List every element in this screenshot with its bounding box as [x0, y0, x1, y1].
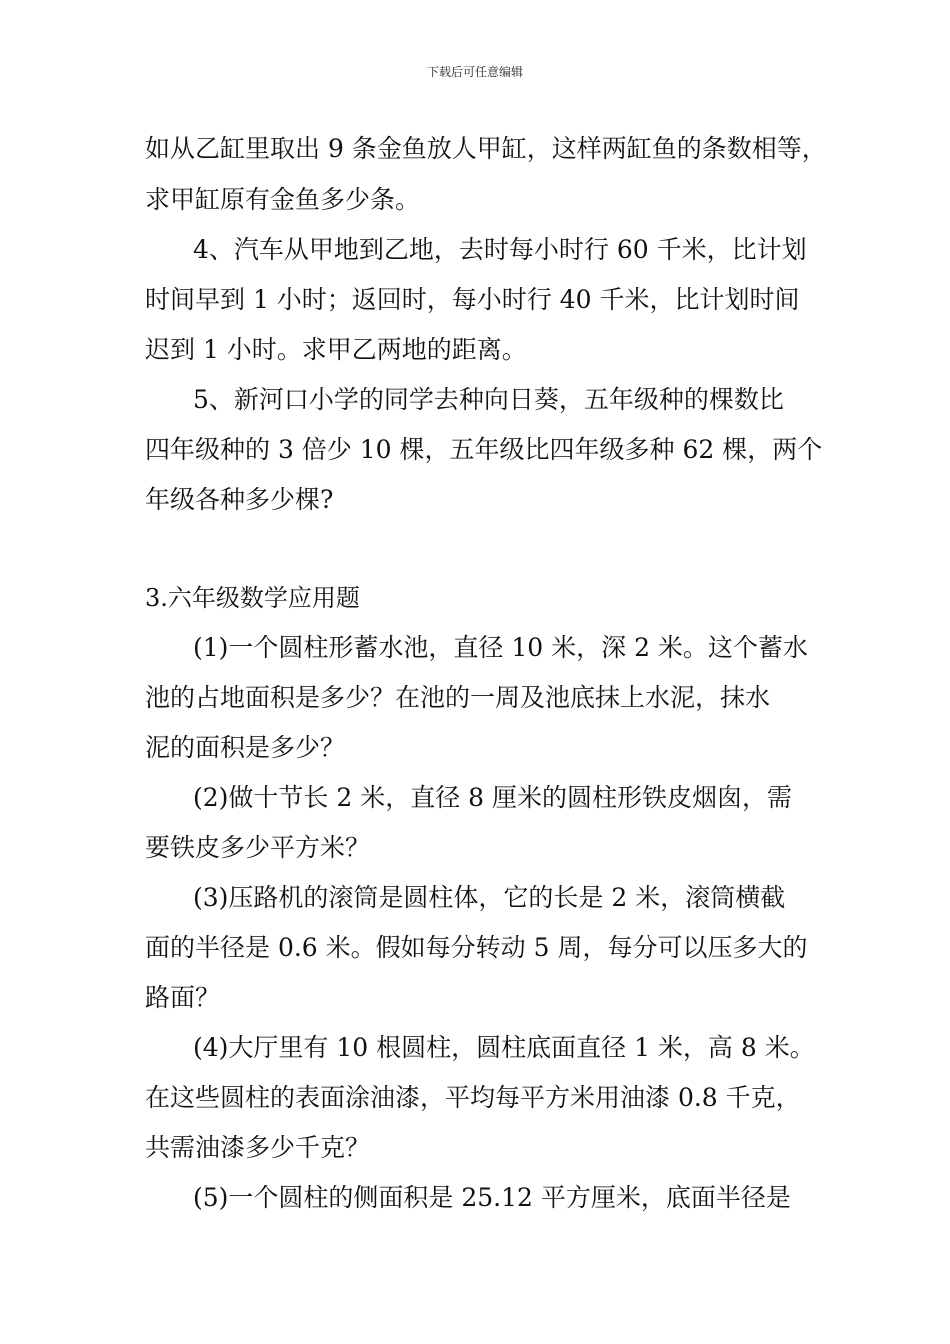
problem-3-line: (3)压路机的滚筒是圆柱体，它的长是 2 米，滚筒横截	[193, 883, 786, 912]
problem-4-line: 4、汽车从甲地到乙地，去时每小时行 60 千米，比计划	[193, 235, 807, 264]
problem-5-line: 5、新河口小学的同学去种向日葵，五年级种的棵数比	[193, 385, 784, 414]
page-header: 下载后可任意编辑	[426, 65, 523, 79]
text-line: 共需油漆多少千克？	[145, 1133, 371, 1162]
problem-2-line: (2)做十节长 2 米，直径 8 厘米的圆柱形铁皮烟囱，需	[193, 783, 793, 812]
text-line: 池的占地面积是多少？在池的一周及池底抹上水泥，抹水	[145, 683, 771, 712]
text-line: 时间早到 1 小时；返回时，每小时行 40 千米，比计划时间	[145, 285, 800, 314]
text-line: 如从乙缸里取出 9 条金鱼放人甲缸，这样两缸鱼的条数相等，	[145, 134, 827, 163]
text-line: 四年级种的 3 倍少 10 棵，五年级比四年级多种 62 棵，两个	[145, 435, 823, 464]
text-line: 要铁皮多少平方米？	[145, 833, 371, 862]
problem-5b-line: (5)一个圆柱的侧面积是 25.12 平方厘米，底面半径是	[193, 1183, 791, 1212]
text-line: 求甲缸原有金鱼多少条。	[145, 185, 421, 214]
section-heading: 3.六年级数学应用题	[145, 584, 360, 612]
text-line: 迟到 1 小时。求甲乙两地的距离。	[145, 335, 527, 364]
problem-4b-line: (4)大厅里有 10 根圆柱，圆柱底面直径 1 米，高 8 米。	[193, 1033, 815, 1062]
text-line: 泥的面积是多少？	[145, 733, 346, 762]
text-line: 面的半径是 0.6 米。假如每分转动 5 周，每分可以压多大的	[145, 933, 808, 962]
text-line: 年级各种多少棵?	[145, 485, 334, 514]
problem-1-line: (1)一个圆柱形蓄水池，直径 10 米，深 2 米。这个蓄水	[193, 633, 808, 662]
text-line: 在这些圆柱的表面涂油漆，平均每平方米用油漆 0.8 千克，	[145, 1083, 801, 1112]
text-line: 路面？	[145, 983, 221, 1012]
